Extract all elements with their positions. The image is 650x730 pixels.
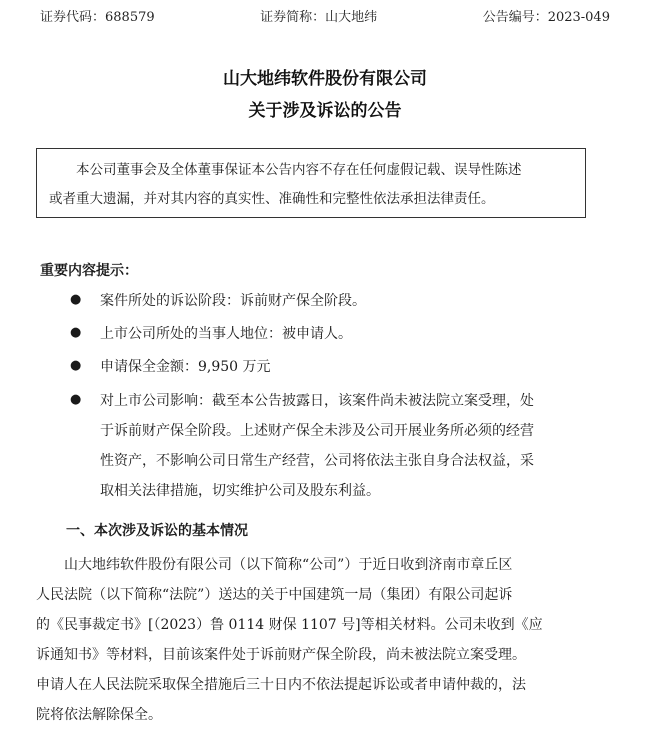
disclaimer-line-2: 或者重大遗漏，并对其内容的真实性、准确性和完整性依法承担法律责任。: [49, 191, 495, 207]
notice-number: 公告编号：2023-049: [482, 10, 610, 25]
key-point-line: 案件所处的诉讼阶段：诉前财产保全阶段。: [100, 293, 366, 309]
key-point-item: [100, 386, 590, 506]
stock-code: 证券代码：688579: [40, 10, 155, 25]
key-point-line: 申请保全金额：9,950 万元: [100, 359, 271, 375]
key-point-line: 取相关法律措施，切实维护公司及股东利益。: [100, 483, 380, 499]
key-point-line: 于诉前财产保全阶段。上述财产保全未涉及公司开展业务所必须的经营: [100, 423, 534, 439]
paragraph-line: 院将依法解除保全。: [36, 707, 162, 723]
disclaimer-line-1: 本公司董事会及全体董事保证本公告内容不存在任何虚假记载、误导性陈述: [76, 162, 522, 178]
disclaimer-box: [36, 148, 586, 218]
bullet-icon: ●: [70, 358, 82, 373]
company-title: 山大地纬软件股份有限公司: [223, 69, 427, 89]
key-point-line: 性资产，不影响公司日常生产经营，公司将依法主张自身合法权益，采: [100, 453, 534, 469]
stock-name: 证券简称：山大地纬: [260, 10, 378, 25]
header-bar: [40, 6, 610, 25]
key-point-item: [100, 352, 590, 382]
key-points-heading: 重要内容提示：: [40, 263, 138, 279]
section-paragraph: [36, 550, 596, 730]
paragraph-line: 山大地纬软件股份有限公司（以下简称“公司”）于近日收到济南市章丘区: [64, 557, 513, 573]
bullet-icon: ●: [70, 325, 82, 340]
bullet-icon: ●: [70, 392, 82, 407]
paragraph-line: 申请人在人民法院采取保全措施后三十日内不依法提起诉讼或者申请仲裁的，法: [36, 677, 526, 693]
key-point-line: 对上市公司影响：截至本公告披露日，该案件尚未被法院立案受理，处: [100, 393, 534, 409]
paragraph-line: 诉通知书》等材料，目前该案件处于诉前财产保全阶段，尚未被法院立案受理。: [36, 647, 526, 663]
paragraph-line: 的《民事裁定书》[（2023）鲁 0114 财保 1107 号]等相关材料。公司未收到《应: [36, 617, 543, 633]
section-heading: 一、本次涉及诉讼的基本情况: [66, 523, 248, 539]
bullet-icon: ●: [70, 292, 82, 307]
key-point-item: [100, 286, 590, 316]
key-point-item: [100, 319, 590, 349]
paragraph-line: 人民法院（以下简称“法院”）送达的关于中国建筑一局（集团）有限公司起诉: [36, 587, 513, 603]
announcement-title: 关于涉及诉讼的公告: [248, 101, 402, 121]
key-point-line: 上市公司所处的当事人地位：被申请人。: [100, 326, 352, 342]
